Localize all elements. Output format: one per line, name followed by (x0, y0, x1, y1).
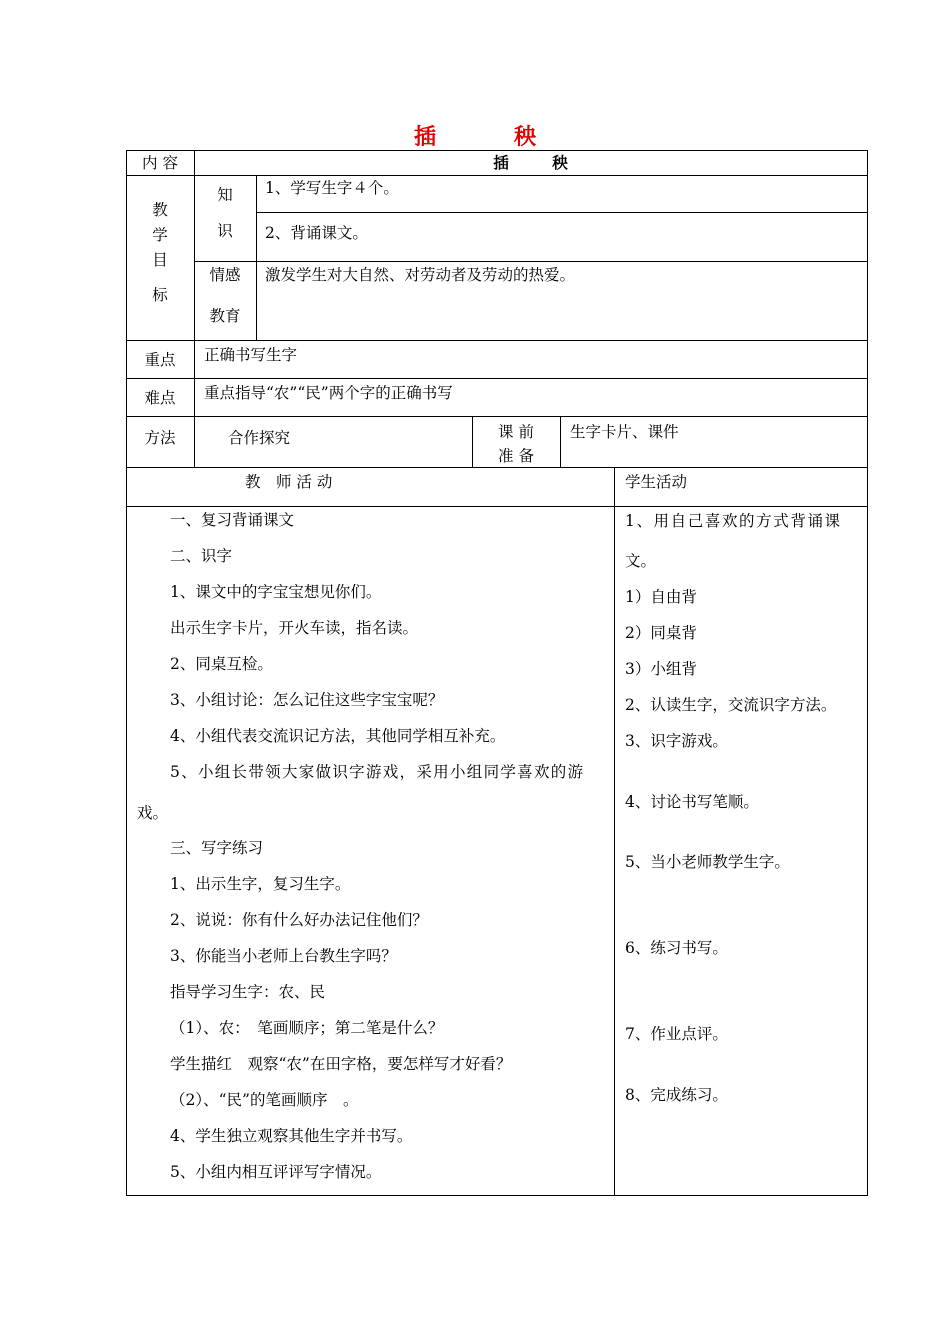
student-column-header: 学生活动 (625, 473, 688, 491)
list-item: 2）同桌背 (625, 624, 697, 642)
list-item: 指导学习生字：农、民 (170, 983, 326, 1001)
content-label: 内 容 (142, 154, 178, 172)
list-item: 5、小组内相互评评写字情况。 (170, 1163, 382, 1181)
list-item: 4、讨论书写笔顺。 (625, 793, 759, 811)
list-item: 6、练习书写。 (625, 939, 728, 957)
list-item: 2、同桌互检。 (170, 655, 273, 673)
list-item: 2、说说：你有什么好办法记住他们？ (170, 911, 428, 929)
list-item: 1、出示生字，复习生字。 (170, 875, 351, 893)
prep-value: 生字卡片、课件 (570, 423, 679, 441)
list-item: 文。 (625, 552, 657, 570)
difficulty-label: 难点 (144, 389, 176, 407)
emotion-value: 激发学生对大自然、对劳动者及劳动的热爱。 (265, 266, 576, 284)
method-label: 方法 (144, 429, 176, 447)
list-item: 3、你能当小老师上台教生字吗？ (170, 947, 397, 965)
list-item: 二、识字 (170, 547, 233, 565)
list-item: 1）自由背 (625, 588, 697, 606)
list-item: 4、学生独立观察其他生字并书写。 (170, 1127, 413, 1145)
list-item: 戏。 (137, 804, 169, 822)
method-value: 合作探究 (228, 429, 291, 447)
knowledge-item: 1、学写生字４个。 (265, 179, 399, 197)
difficulty-value: 重点指导“农”“民”两个字的正确书写 (204, 384, 453, 402)
list-item: 出示生字卡片，开火车读，指名读。 (170, 619, 419, 637)
key-point-label: 重点 (144, 351, 176, 369)
list-item: 7、作业点评。 (625, 1025, 728, 1043)
page-title: 插 秧 (413, 124, 564, 150)
knowledge-item: 2、背诵课文。 (265, 224, 368, 242)
list-item: 8、完成练习。 (625, 1086, 728, 1104)
list-item: 学生描红 观察“农”在田字格，要怎样写才好看？ (170, 1055, 512, 1073)
list-item: 三、写字练习 (170, 839, 264, 857)
list-item: 5、小组长带领大家做识字游戏，采用小组同学喜欢的游 (170, 763, 585, 781)
list-item: 3、小组讨论：怎么记住这些字宝宝呢？ (170, 691, 444, 709)
content-value: 插 秧 (493, 153, 582, 172)
list-item: 5、当小老师教学生字。 (625, 853, 790, 871)
list-item: 3）小组背 (625, 660, 697, 678)
list-item: 4、小组代表交流识记方法，其他同学相互补充。 (170, 727, 506, 745)
list-item: 1、用自己喜欢的方式背诵课 (625, 512, 842, 530)
key-point-value: 正确书写生字 (204, 346, 298, 364)
list-item: （2）、“民”的笔画顺序 。 (170, 1091, 359, 1109)
list-item: 一、复习背诵课文 (170, 511, 295, 529)
teacher-column-header: 教 师 活 动 (245, 473, 333, 491)
list-item: 3、识字游戏。 (625, 732, 728, 750)
list-item: 2、认读生字，交流识字方法。 (625, 696, 837, 714)
list-item: 1、课文中的字宝宝想见你们。 (170, 583, 382, 601)
list-item: （1）、农： 笔画顺序；第二笔是什么？ (170, 1019, 444, 1037)
